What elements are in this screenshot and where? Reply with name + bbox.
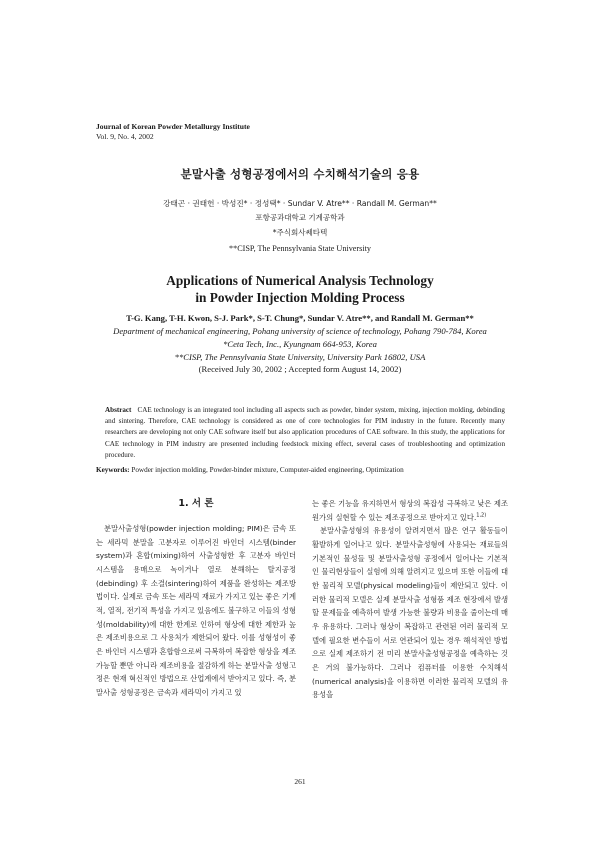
korean-affiliation-2: *주식회사쎄타텍 bbox=[272, 228, 328, 237]
english-authors: T-G. Kang, T-H. Kwon, S-J. Park*, S-T. Chung*, Sundar V. Atre**, and Randall M. German** bbox=[126, 313, 474, 323]
korean-authors: 강태곤 · 권태헌 · 박성진* · 정성택* · Sundar V. Atre** · Randall M. German** bbox=[163, 199, 437, 208]
english-title-line-2: in Powder Injection Molding Process bbox=[195, 290, 405, 305]
english-affiliation-1: Department of mechanical engineering, Pohang university of science of technology, Pohang 790-784, Korea bbox=[113, 326, 487, 336]
section-heading: 1. 서 론 bbox=[178, 498, 214, 509]
english-affiliation-2: *Ceta Tech, Inc., Kyungnam 664-953, Korea bbox=[223, 339, 377, 349]
body-paragraph: 분말사출성형(powder injection molding; PIM)은 금속 또는 세라믹 분말을 고분자로 이루어진 바인더 시스템(binder system)과 혼합(mixing)하여 사출성형한 후 고분자 바인더 시스템을 용매으로 녹이거나 열로 분해하는 탈지공정(debinding) 후 소결(sintering)하여 제품을 완성하는 제조방법이다. 실제로 금속 또는 세라믹 재료가 가지고 있는 좋은 기계적, 열적, 전기적 특성을 가지고 있음에도 불구하고 이들의 성형성(moldability)에 대한 한계로 인하여 형상에 대한 제한과 높은 제조비용으로 그 사용처가 제한되어 왔다. 이를 성형성이 좋은 바인더 시스템과 혼합함으로써 극복하여 복잡한 형상을 제조 가능할 뿐만 아니라 제조비용을 절감하게 하는 분말사출 성형고정은 현재 혁신적인 방법으로 산업계에서 받아지고 있다. 즉, 분말사출 성형공정은 금속과 세라믹이 가지고 있 bbox=[96, 524, 296, 697]
body-text: 는 좋은 기능을 유지하면서 형상의 복잡성 극복하고 낮은 제조원가의 실현할 수 있는 제조공정으로 받아지고 있다. bbox=[312, 499, 508, 522]
keywords-text: Powder injection molding, Powder-binder mixture, Computer-aided engineering, Optimization bbox=[131, 466, 404, 474]
body-paragraph: 분말사출성형의 유용성이 알려지면서 많은 연구 활동들이 활발하게 일어나고 있다. 분말사출성형에 사용되는 재료들의 기본적인 물성들 및 분말사출성형 공정에서 일어나는 기본적인 물리현상들이 실험에 의해 알려지고 있으며 또한 이들에 대한 물리적 모델(physical modeling)들이 제안되고 있다. 이러한 물리적 모델은 실제 분말사출 성형품 제조 현장에서 발생할 문제들을 예측하여 발생 가능한 불량과 비용을 줄이는데 매우 유용하다. 그러나 형상이 복잡하고 관련된 여러 물리적 모델에 필요한 변수들이 서로 연관되어 있는 경우 해석적인 방법으로 실제 제조하기 전 미리 분말사출성형공정을 예측하는 것은 거의 불가능하다. 그러나 컴퓨터를 이용한 수치해석(numerical analysis)을 이용하면 이러한 물리적 모델의 유용성을 bbox=[312, 526, 508, 700]
right-column bbox=[312, 497, 508, 702]
reference-marker: 1,2) bbox=[476, 512, 487, 519]
journal-header bbox=[96, 122, 250, 142]
english-title bbox=[60, 272, 540, 306]
english-affiliation-3: **CISP, The Pennsylvania State University, University Park 16802, USA bbox=[174, 352, 426, 362]
abstract-text: CAE technology is an integrated tool including all aspects such as powder, binder system, mixing, injection molding, debinding and sintering. Therefore, CAE technology is considered as one of core technologies for PIM industry in the future. Recently many researchers are developing not only CAE software itself but also application procedures of CAE software. In this study, the applications for CAE technology in PIM industry are presented including feedstock mixing effect, several cases of troubleshooting and optimization procedure. bbox=[105, 406, 505, 459]
korean-affiliation-1: 포항공과대학교 기계공학과 bbox=[255, 213, 345, 222]
korean-title: 분말사출 성형공정에서의 수치해석기술의 응용 bbox=[180, 167, 420, 181]
korean-affiliation-3: **CISP, The Pennsylvania State University bbox=[229, 244, 371, 253]
journal-name: Journal of Korean Powder Metallurgy Institute bbox=[96, 122, 250, 131]
left-column bbox=[96, 497, 296, 700]
page-number: 261 bbox=[294, 777, 306, 786]
journal-volume: Vol. 9, No. 4, 2002 bbox=[96, 132, 154, 141]
body-paragraph-continued bbox=[312, 497, 508, 524]
abstract bbox=[105, 405, 505, 461]
received-dates: (Received July 30, 2002 ; Accepted form August 14, 2002) bbox=[198, 364, 402, 374]
english-title-line-1: Applications of Numerical Analysis Technology bbox=[166, 273, 434, 288]
keywords bbox=[96, 466, 516, 474]
abstract-label: Abstract bbox=[105, 406, 132, 414]
keywords-label: Keywords: bbox=[96, 466, 130, 474]
